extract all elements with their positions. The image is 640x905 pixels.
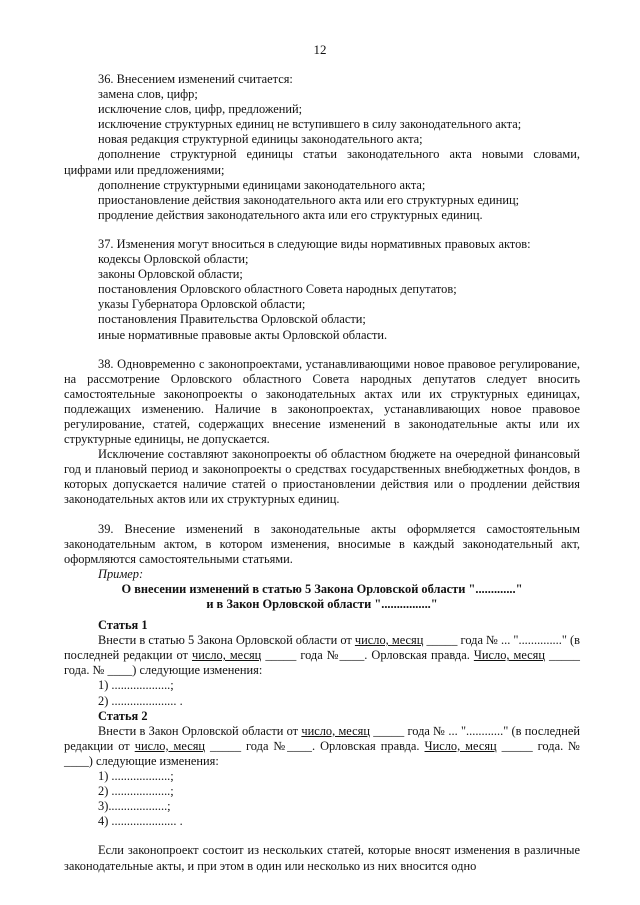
example-title-line-1: О внесении изменений в статью 5 Закона Орловской области "............." xyxy=(121,581,523,596)
final-paragraph: Если законопроект состоит из нескольких статей, которые вносят изменения в различные законодательные акты, и при этом в один или несколько из них вносится одно xyxy=(64,843,580,873)
list-item: приостановление действия законодательного акта или его структурных единиц; xyxy=(98,192,520,207)
list-item: постановления Правительства Орловской области; xyxy=(98,312,366,327)
section-39 xyxy=(64,522,580,830)
list-item: иные нормативные правовые акты Орловской области. xyxy=(98,327,388,342)
date-placeholder: Число, месяц xyxy=(473,648,545,663)
example-article-2 xyxy=(64,709,580,830)
article-2-text xyxy=(64,724,580,769)
date-placeholder: Число, месяц xyxy=(424,738,497,753)
page-number: 12 xyxy=(313,42,327,57)
date-placeholder: число, месяц xyxy=(354,633,424,648)
date-placeholder: число, месяц xyxy=(191,648,262,663)
article-1-text-part: Внести в статью 5 Закона Орловской области от xyxy=(98,633,355,648)
article-2-heading: Статья 2 xyxy=(98,708,148,723)
list-item: 1) ...................; xyxy=(98,678,174,693)
article-1-text-part: _____ года №____. Орловская правда. xyxy=(261,648,474,663)
date-placeholder: число, месяц xyxy=(301,723,370,738)
article-1-text xyxy=(64,633,580,678)
article-1-text-part: _____ года. № ____) следующие изменения: xyxy=(64,648,580,678)
section-38-paragraph-2: Исключение составляют законопроекты об областном бюджете на очередной финансовый год и плановый период и законопроекты о средствах государственных внебюджетных фондов, в которых допускается наличие статей о приостановлении действия или о продлении действия законодательных актов или их структурных единиц. xyxy=(64,447,580,507)
list-item: 3)...................; xyxy=(98,799,171,814)
article-2-text-part: Внести в Закон Орловской области от xyxy=(98,723,302,738)
date-placeholder: число, месяц xyxy=(134,738,206,753)
list-item: законы Орловской области; xyxy=(98,267,243,282)
list-item: постановления Орловского областного Совета народных депутатов; xyxy=(98,282,457,297)
section-36 xyxy=(64,72,580,223)
document-body xyxy=(64,72,580,874)
section-37 xyxy=(64,237,580,343)
article-2-text-part: _____ года. № ____) следующие изменения: xyxy=(64,738,580,768)
section-38 xyxy=(64,357,580,508)
list-item: 2) ...................; xyxy=(98,784,174,799)
section-39-paragraph: 39. Внесение изменений в законодательные акты оформляется самостоятельным законодательным актом, в котором изменения, вносимые в каждый законодательный акт, оформляются самостоятельными статьями. xyxy=(64,521,580,566)
list-item: замена слов, цифр; xyxy=(98,87,198,102)
section-37-intro: 37. Изменения могут вноситься в следующие виды нормативных правовых актов: xyxy=(98,236,531,251)
list-item: дополнение структурной единицы статьи законодательного акта новыми словами, цифрами или предложениями; xyxy=(64,147,580,177)
article-2-text-part: _____ года № ... "............" (в последней редакции от xyxy=(64,723,580,753)
article-1-heading: Статья 1 xyxy=(98,618,148,633)
list-item: исключение слов, цифр, предложений; xyxy=(98,102,303,117)
list-item: новая редакция структурной единицы законодательного акта; xyxy=(98,132,423,147)
list-item: 1) ...................; xyxy=(98,769,174,784)
section-38-paragraph-1: 38. Одновременно с законопроектами, устанавливающими новое правовое регулирование, на рассмотрение Орловского областного Совета народных депутатов следует вносить самостоятельные законопроекты о законодательных актах или их структурных единицах, подлежащих изменению. Наличие в законопроектах, устанавливающих новое правовое регулирование, статей, содержащих внесение изменений в законодательные акты или их структурные единицы, не допускается. xyxy=(64,356,580,447)
example-label: Пример: xyxy=(98,566,144,581)
list-item: продление действия законодательного акта или его структурных единиц. xyxy=(98,207,483,222)
list-item: указы Губернатора Орловской области; xyxy=(98,297,306,312)
example-article-1 xyxy=(64,618,580,709)
list-item: кодексы Орловской области; xyxy=(98,252,249,267)
article-2-text-part: _____ года №____. Орловская правда. xyxy=(205,738,425,753)
section-36-intro: 36. Внесением изменений считается: xyxy=(98,72,293,86)
list-item: исключение структурных единиц не вступившего в силу законодательного акта; xyxy=(98,117,522,132)
list-item: 4) ..................... . xyxy=(98,814,183,829)
list-item: дополнение структурными единицами законодательного акта; xyxy=(98,177,426,192)
list-item: 2) ..................... . xyxy=(98,693,183,708)
example-title-line-2: и в Закон Орловской области "................" xyxy=(206,597,438,611)
article-1-text-part: _____ года № ... ".............." (в последней редакции от xyxy=(64,633,580,663)
